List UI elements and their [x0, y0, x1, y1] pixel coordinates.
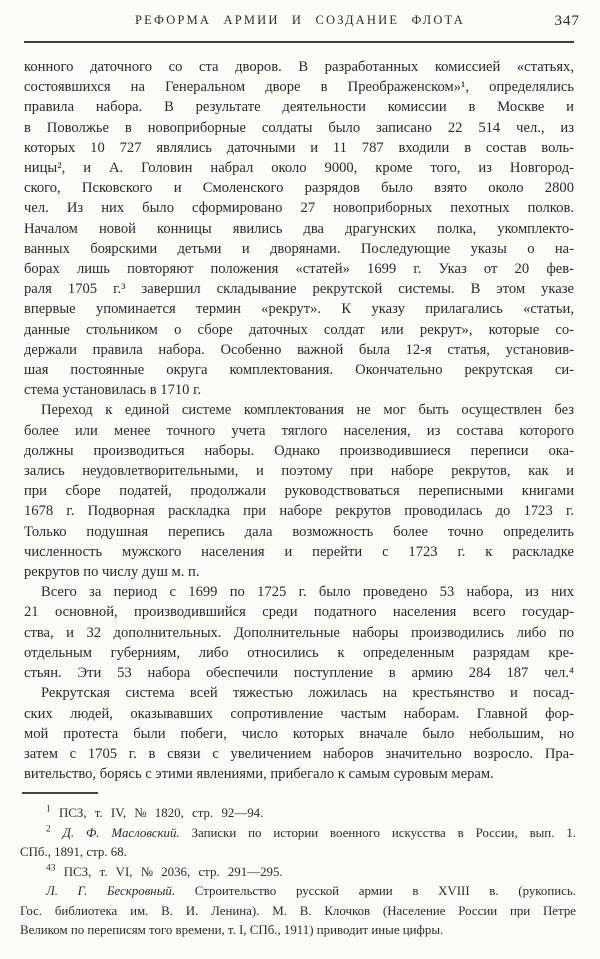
- body-text: [24, 57, 574, 784]
- footnote-line: [20, 902, 576, 922]
- body-line: впервые упоминается термин «рекрут». К указу прилагались «статьи,: [24, 301, 574, 318]
- body-line: Переход к единой системе комплектования не мог быть осуществлен без: [41, 402, 574, 419]
- footnote-text: Записки по истории военного искусства в России, вып. 1.: [191, 825, 576, 840]
- footnote-line: [20, 921, 576, 941]
- footnote-line: [20, 804, 576, 824]
- footnotes: [20, 804, 576, 941]
- footnote-line: [20, 882, 576, 902]
- body-line: ства, и 32 дополнительных. Дополнительные наборы производились либо по: [24, 624, 574, 641]
- body-line: 1678 г. Подворная раскладка при наборе рекрутов проводилась до 1723 г.: [24, 503, 574, 520]
- footnote-marker: 43: [46, 863, 56, 874]
- footnote-line: [20, 843, 576, 863]
- body-line: 21 основной, производившийся среди податного населения всего государ-: [24, 604, 574, 621]
- body-line: ских людей, оказывавших сопротивление частым наборам. Главной фор-: [24, 705, 574, 722]
- body-line: чел. Из них было сформировано 27 новоприборных пехотных полков.: [24, 200, 574, 217]
- footnote-text: СПб., 1891, стр. 68.: [20, 845, 127, 859]
- body-line: Рекрутская система всей тяжестью ложилась на крестьянство и посад-: [41, 685, 574, 702]
- body-line: раля 1705 г.³ завершил складывание рекрутской системы. В этом указе: [24, 281, 574, 298]
- body-line: рекрутов по числу душ м. п.: [24, 564, 200, 581]
- footnote-text: ПСЗ, т. IV, № 1820, стр. 92—94.: [58, 806, 264, 820]
- footnote-separator: [22, 792, 98, 794]
- body-line: мой протеста были побеги, число которых вначале было небольшим, но: [24, 725, 574, 742]
- header-rule: [24, 41, 574, 43]
- body-line: которых 10 727 являлись даточными и 11 787 входили в состав воль-: [24, 139, 574, 156]
- body-line: держали правила набора. Особенно важной была 12-я статья, установив-: [24, 341, 574, 358]
- footnote-text: ПСЗ, т. VI, № 2036, стр. 291—295.: [63, 864, 283, 879]
- body-line: правила набора. В результате деятельности комиссии в Москве и: [24, 99, 574, 116]
- body-line: стема установилась в 1710 г.: [24, 382, 202, 399]
- body-line: шая постоянные округа комплектования. Окончательно рекрутская си-: [24, 362, 574, 379]
- body-line: вительство, борясь с этими явлениями, прибегало к самым суровым мерам.: [24, 766, 494, 783]
- footnote-text: Гос. библиотека им. В. И. Ленина). М. В. Клочков (Население России при Петре: [20, 903, 576, 918]
- footnote-text: Строительство русской армии в XVIII в. (рукопись.: [194, 884, 576, 898]
- body-line: затем с 1705 г. в связи с увеличением наборов значительно возросло. Пра-: [24, 745, 574, 762]
- running-title: РЕФОРМА АРМИИ И СОЗДАНИЕ ФЛОТА: [135, 13, 465, 27]
- footnote-author: Л. Г. Бескровный.: [46, 884, 176, 898]
- body-line: данные стольником о сборе даточных солдат или рекрут», которые со-: [24, 321, 574, 338]
- footnote-line: [20, 824, 576, 844]
- body-line: более или менее точного учета тяглого населения, из состава которого: [24, 422, 574, 439]
- body-line: численность мужского населения и перейти с 1723 г. к раскладке: [24, 543, 574, 560]
- body-line: Всего за период с 1699 по 1725 г. было проведено 53 набора, из них: [41, 584, 574, 601]
- body-line: отдельным губерниям, либо относились к определенным разрядам кре-: [24, 644, 574, 661]
- footnote-text: Великом по переписям того времени, т. I, СПб., 1911) приводит иные цифры.: [20, 923, 444, 937]
- body-line: стьян. Эти 53 набора обеспечили поступление в армию 284 187 чел.⁴: [24, 665, 574, 682]
- body-line: ского, Псковского и Смоленского разрядов было взято около 2800: [24, 180, 574, 197]
- body-line: ванных боярскими детьми и дворянами. Последующие указы о на-: [24, 240, 574, 257]
- footnote-marker: 2: [46, 824, 51, 835]
- footnote-line: [20, 863, 576, 883]
- footnote-marker: 1: [46, 804, 51, 815]
- body-line: должны производиться наборы. Однако производившиеся переписи ока-: [24, 442, 574, 459]
- body-line: ницы², и А. Головин набрал около 9000, кроме того, из Новгород-: [24, 160, 574, 177]
- body-line: Только подушная перепись дала возможность более точно определить: [24, 523, 574, 540]
- body-line: состоявшихся на Генеральном дворе в Преображенском»¹, определялись: [24, 79, 574, 96]
- body-line: зались неудовлетворительными, и поэтому при наборе рекрутов, как и: [24, 463, 574, 480]
- body-line: конного даточного со ста дворов. В разработанных комиссией «статьях,: [24, 59, 574, 75]
- page-number: 347: [554, 13, 580, 29]
- body-line: в Поволжье в новоприборные солдаты было записано 22 514 чел., из: [24, 119, 574, 136]
- body-line: борах лишь повторяют положения «статей» 1699 г. Указ от 20 фев-: [24, 261, 574, 278]
- body-line: при сборе податей, продолжали руководствоваться переписными книгами: [24, 483, 574, 500]
- footnote-author: Д. Ф. Масловский.: [62, 825, 180, 840]
- body-line: Началом новой конницы явились два драгунских полка, укомплекто-: [24, 220, 574, 237]
- page-header: [24, 13, 580, 35]
